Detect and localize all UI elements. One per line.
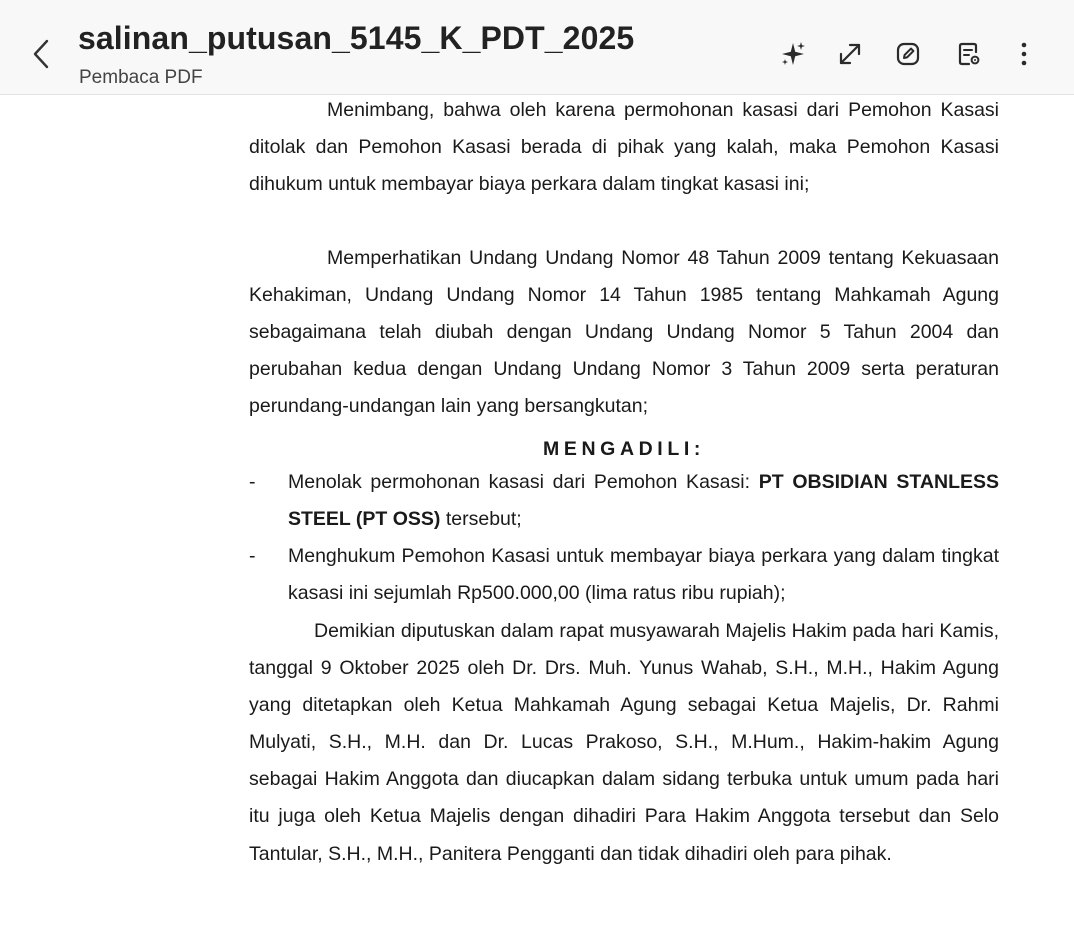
paragraph-memperhatikan: Memperhatikan Undang Undang Nomor 48 Tahun 2009 tentang Kekuasaan Kehakiman, Undang Undang Nomor 14 Tahun 1985 tentang Mahkamah Agung sebagaimana telah diubah dengan Undang Undang Nomor 5 Tahun 2004 dan perubahan kedua dengan Undang Undang Nomor 3 Tahun 2009 serta peraturan perundang-undangan lain yang bersangkutan;: [249, 247, 999, 418]
ai-assist-button[interactable]: [777, 38, 809, 70]
notes-button[interactable]: [953, 38, 985, 70]
app-subtitle: Pembaca PDF: [79, 67, 203, 88]
more-vert-icon: [1010, 40, 1038, 68]
note-settings-icon: [955, 40, 983, 68]
fullscreen-button[interactable]: [834, 38, 866, 70]
document-title: salinan_putusan_5145_K_PDT_2025: [78, 20, 635, 56]
ai-sparkle-icon: [779, 40, 807, 68]
paragraph-demikian: Demikian diputuskan dalam rapat musyawarah Majelis Hakim pada hari Kamis, tanggal 9 Oktober 2025 oleh Dr. Drs. Muh. Yunus Wahab, S.H., M.H., Hakim Agung yang ditetapkan oleh Ketua Mahkamah Agung sebagai Ketua Majelis, Dr. Rahmi Mulyati, S.H., M.H. dan Dr. Lucas Prakoso, S.H., M.Hum., Hakim-hakim Agung sebagai Hakim Anggota dan diucapkan dalam sidang terbuka untuk umum pada hari itu juga oleh Ketua Majelis dengan dihadiri Para Hakim Anggota tersebut dan Selo Tantular, S.H., M.H., Panitera Pengganti dan tidak dihadiri oleh para pihak.: [249, 620, 999, 865]
paragraph-menimbang: Menimbang, bahwa oleh karena permohonan kasasi dari Pemohon Kasasi ditolak dan Pemohon Kasasi berada di pihak yang kalah, maka Pemohon Kasasi dihukum untuk membayar biaya perkara dalam tingkat kasasi ini;: [249, 99, 999, 196]
expand-icon: [836, 40, 864, 68]
verdict-item-costs: Menghukum Pemohon Kasasi untuk membayar biaya perkara yang dalam tingkat kasasi ini sejumlah Rp500.000,00 (lima ratus ribu rupiah);: [288, 545, 999, 605]
more-options-button[interactable]: [1008, 38, 1040, 70]
verdict-heading: MENGADILI:: [543, 438, 705, 460]
verdict-item-reject: [288, 464, 999, 538]
bullet-marker: -: [249, 471, 256, 493]
bullet-marker: -: [249, 545, 256, 567]
verdict-item-tail: tersebut;: [440, 508, 522, 531]
pdf-page[interactable]: [0, 96, 1074, 932]
back-chevron-icon: [32, 38, 52, 70]
back-button[interactable]: [24, 32, 60, 76]
app-bar: [0, 0, 1074, 95]
edit-icon: [894, 40, 922, 68]
party-name: PT OBSIDIAN STANLESS STEEL (PT OSS): [288, 471, 999, 531]
edit-button[interactable]: [892, 38, 924, 70]
verdict-item-text: Menolak permohonan kasasi dari Pemohon Kasasi:: [288, 471, 759, 493]
